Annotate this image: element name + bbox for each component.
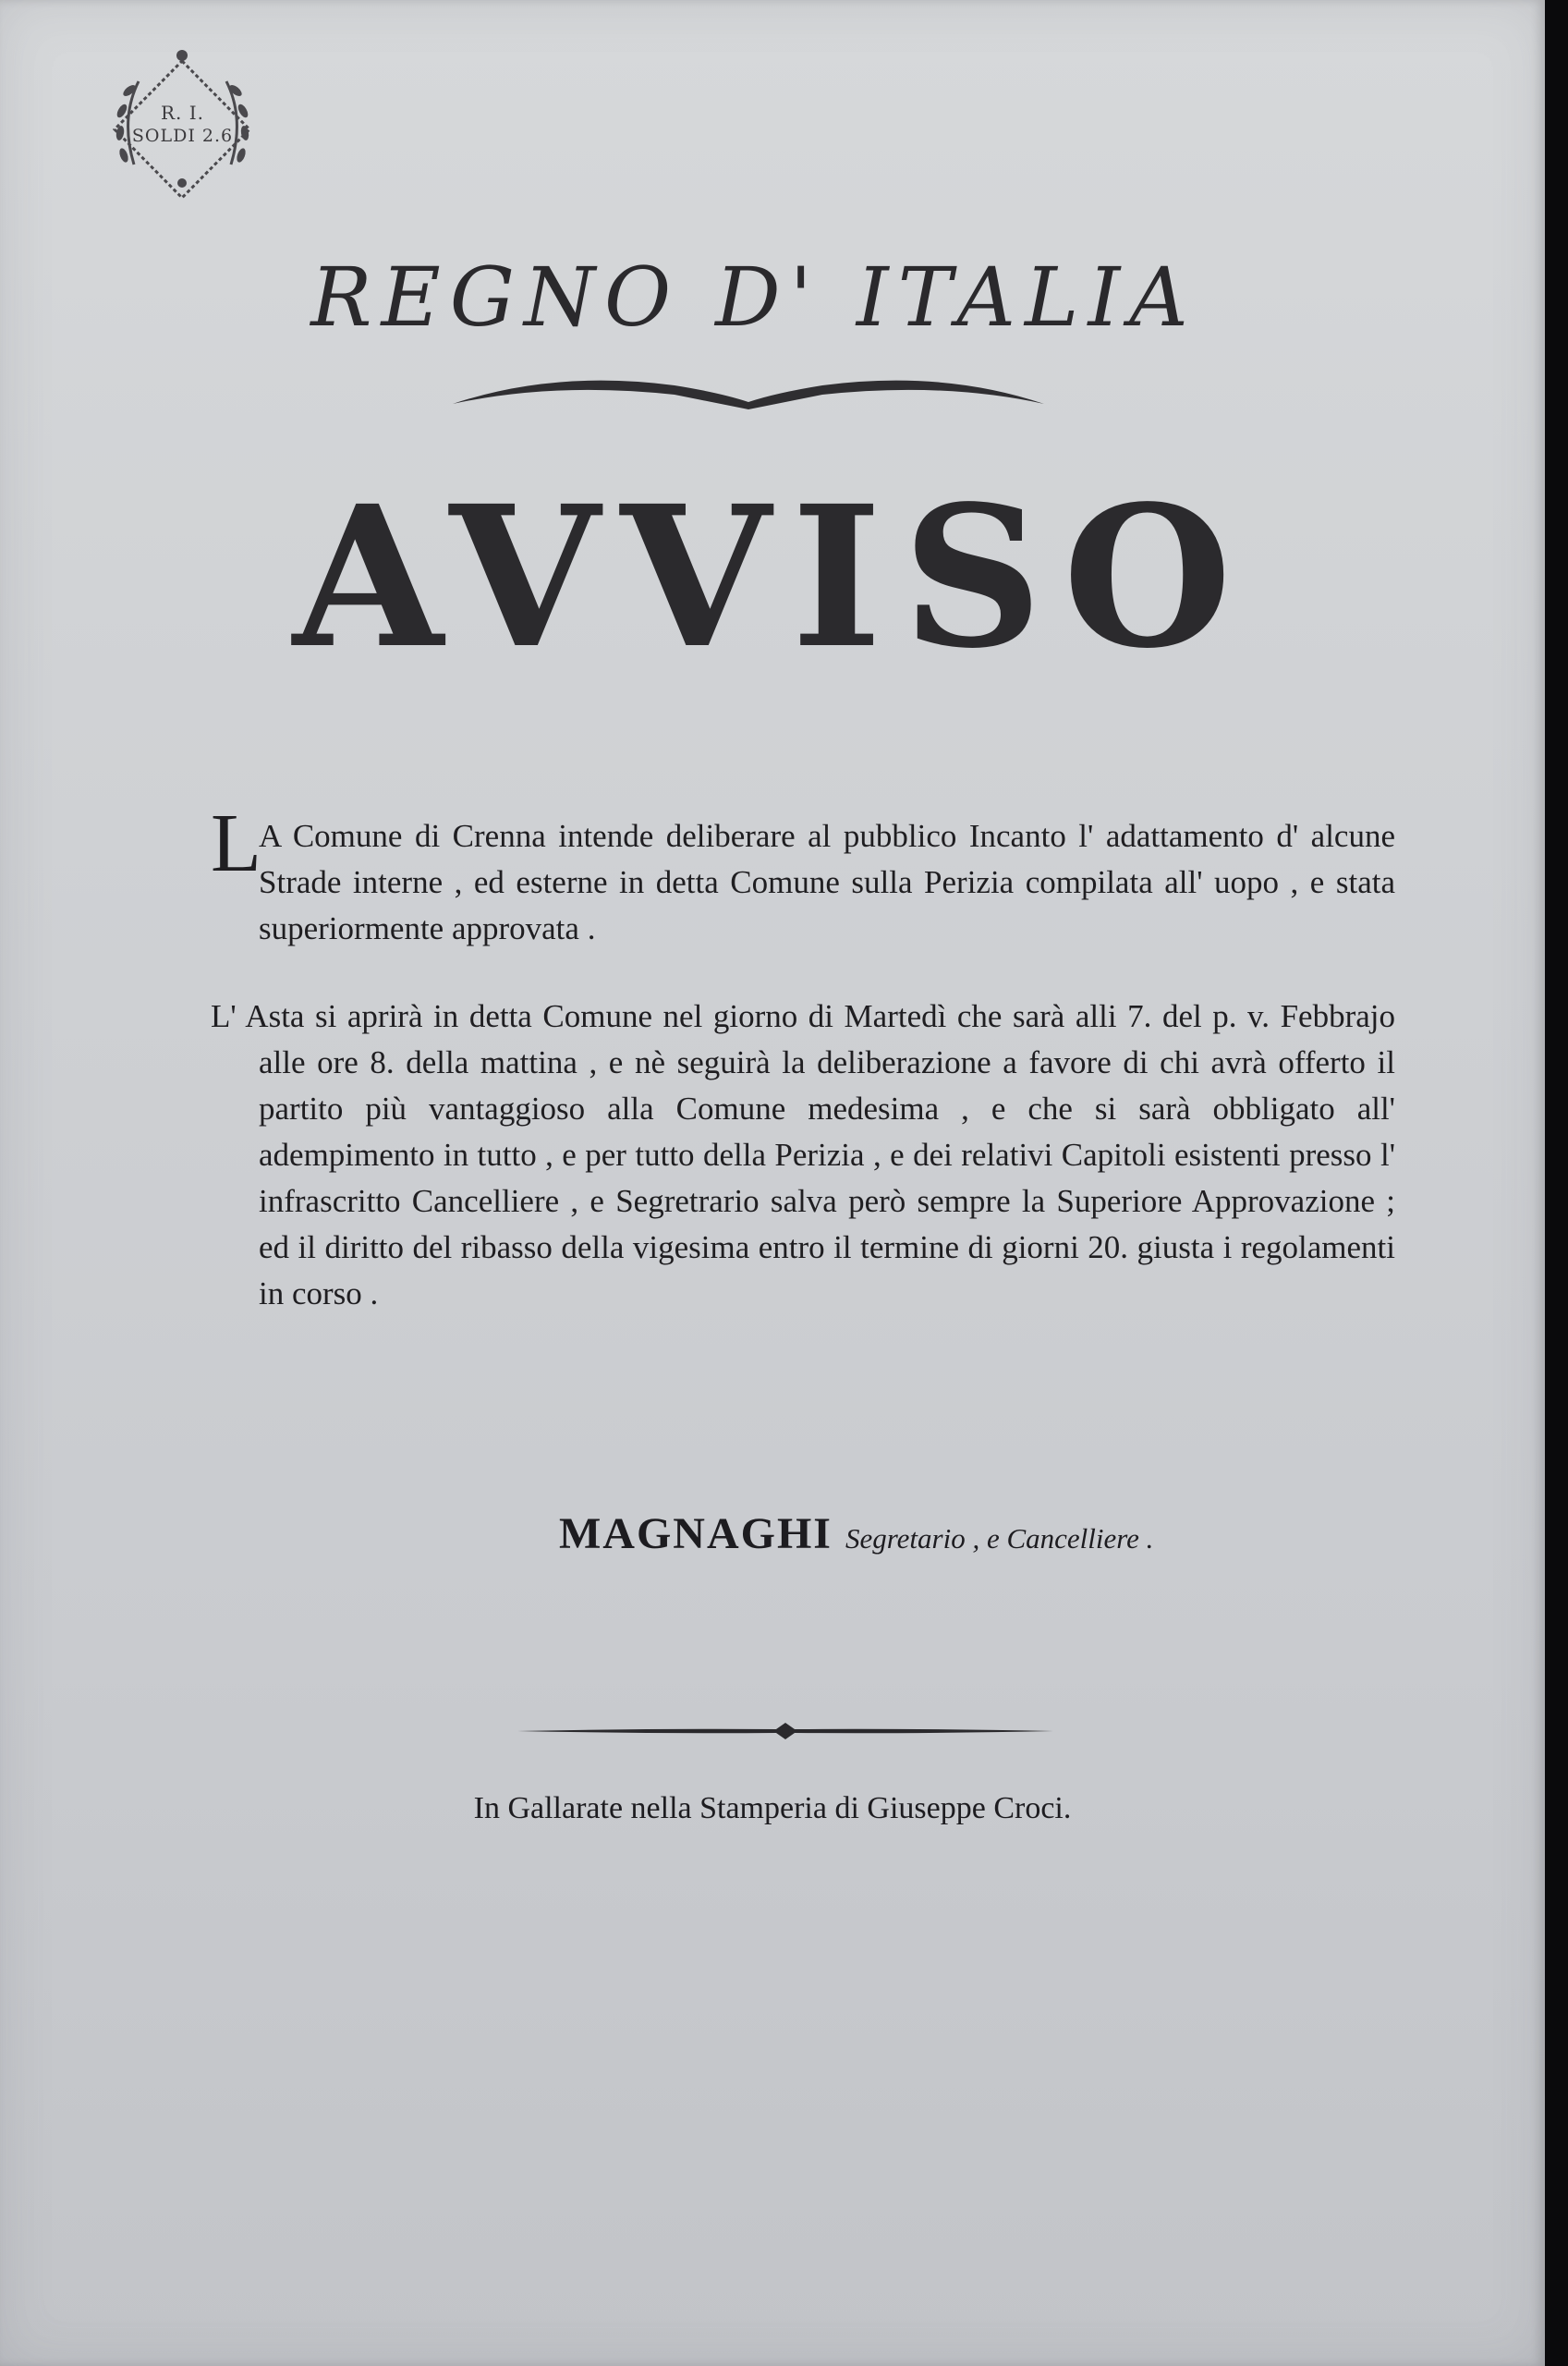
tax-stamp (92, 44, 273, 215)
stamp-line-1: R. I. (160, 102, 205, 124)
signatory-title: Segretario , e Cancelliere . (845, 1522, 1154, 1555)
printer-imprint: In Gallarate nella Stamperia di Giuseppe Croci. (473, 1791, 1072, 1825)
signatory-name: MAGNAGHI (559, 1509, 833, 1558)
drop-cap: L (211, 798, 261, 889)
ornamental-rule-icon (517, 1717, 1053, 1745)
signature-block (559, 1508, 1153, 1559)
notice-paragraph-1: A Comune di Crenna intende deliberare al pubblico Incanto l' adattamento d' alcune Strade interne , ed esterne in detta Comune sulla Perizia compilata all' uopo , e stata superiormente approvata . (259, 818, 1395, 946)
kingdom-heading: REGNO D' ITALIA (310, 250, 1197, 345)
stamp-line-2: SOLDI 2.6 (131, 126, 234, 146)
decorative-swash-icon (444, 365, 1053, 421)
notice-title: AVVISO (292, 463, 1253, 691)
notice-paragraph-2: L' Asta si aprirà in detta Comune nel giorno di Martedì che sarà alli 7. del p. v. Febbrajo alle ore 8. della mattina , e nè seguirà la deliberazione a favore di chi avrà offerto il partito più vantaggioso alla Comune medesima , e che si sarà obbligato all' adempimento in tutto , e per tutto della Perizia , e dei relativi Capitoli esistenti presso l' infrascritto Cancelliere , e Segretrario salva però sempre la Superiore Approvazione ; ed il diritto del ribasso della vigesima entro il termine di giorni 20. giusta i regolamenti in corso . (211, 998, 1395, 1311)
scan-background-edge (1545, 0, 1568, 2366)
